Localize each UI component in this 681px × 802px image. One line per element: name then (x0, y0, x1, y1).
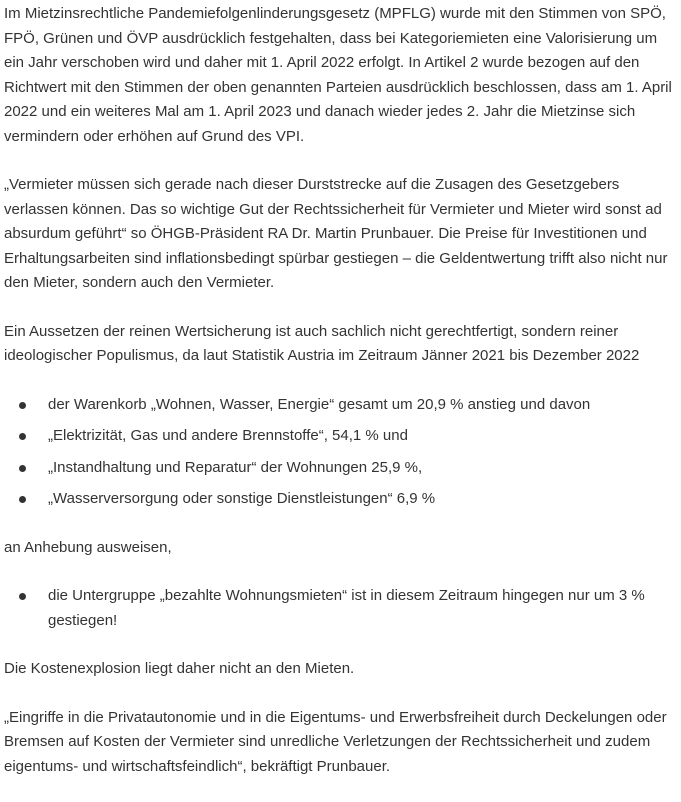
list-item-text: „Wasserversorgung oder sonstige Dienstleistungen“ 6,9 % (48, 490, 436, 507)
list-item-text: „Instandhaltung und Reparatur“ der Wohnungen 25,9 %, (48, 458, 423, 476)
paragraph-quote-prunbauer: „Vermieter müssen sich gerade nach dieser Durststrecke auf die Zusagen des Gesetzgebers verlassen können. Das so wichtige Gut der Rechtssicherheit für Vermieter und Mieter wird sonst ad absurdum geführt“ so ÖHGB-Präsident RA Dr. Martin Prunbauer. Die Preise für Investitionen und Erhaltungsarbeiten sind inflationsbedingt spürbar gestiegen – die Geldentwertung trifft also nicht nur den Mieter, sondern auch den Vermieter. (4, 176, 668, 291)
list-item (4, 393, 673, 418)
bullet-dot-icon (19, 465, 26, 472)
paragraph-statistik-austria: Ein Aussetzen der reinen Wertsicherung ist auch sachlich nicht gerechtfertigt, sondern reiner ideologischer Populismus, da laut Statistik Austria im Zeitraum Jänner 2021 bis Dezember 2022 (4, 322, 640, 364)
bullet-dot-icon (19, 496, 26, 503)
bullet-dot-icon (19, 593, 26, 600)
bullet-dot-icon (19, 433, 26, 440)
bullet-list-rent-increase (4, 584, 673, 633)
list-item (4, 487, 673, 512)
list-item (4, 424, 673, 449)
list-item-text: die Untergruppe „bezahlte Wohnungsmieten“ ist in diesem Zeitraum hingegen nur um 3 % gestiegen! (48, 587, 645, 629)
list-item (4, 584, 673, 633)
paragraph-closing-quote: „Eingriffe in die Privatautonomie und in die Eigentums- und Erwerbsfreiheit durch Deckelungen oder Bremsen auf Kosten der Vermieter sind unredliche Verletzungen der Rechtssicherheit und zudem eigentums- und wirtschaftsfeindlich“, bekräftigt Prunbauer. (4, 708, 667, 775)
bullet-dot-icon (19, 402, 26, 409)
paragraph-mpflg: Im Mietzinsrechtliche Pandemiefolgenlinderungsgesetz (MPFLG) wurde mit den Stimmen von SPÖ, FPÖ, Grünen und ÖVP ausdrücklich festgehalten, dass bei Kategoriemieten eine Valorisierung um ein Jahr verschoben wird und daher mit 1. April 2022 erfolgt. In Artikel 2 wurde bezogen auf den Richtwert mit den Stimmen der oben genannten Parteien ausdrücklich beschlossen, dass am 1. April 2022 und ein weiteres Mal am 1. April 2023 und danach wieder jedes 2. Jahr die Mietzinse sich vermindern oder erhöhen auf Grund des VPI. (4, 5, 672, 145)
list-item-text: „Elektrizität, Gas und andere Brennstoffe“, 54,1 % und (48, 427, 408, 444)
paragraph-anhebung: an Anhebung ausweisen, (4, 538, 172, 556)
paragraph-kostenexplosion: Die Kostenexplosion liegt daher nicht an den Mieten. (4, 660, 355, 677)
bullet-list-price-increases (4, 393, 673, 512)
list-item-text: der Warenkorb „Wohnen, Wasser, Energie“ gesamt um 20,9 % anstieg und davon (48, 395, 591, 413)
list-item (4, 456, 673, 481)
